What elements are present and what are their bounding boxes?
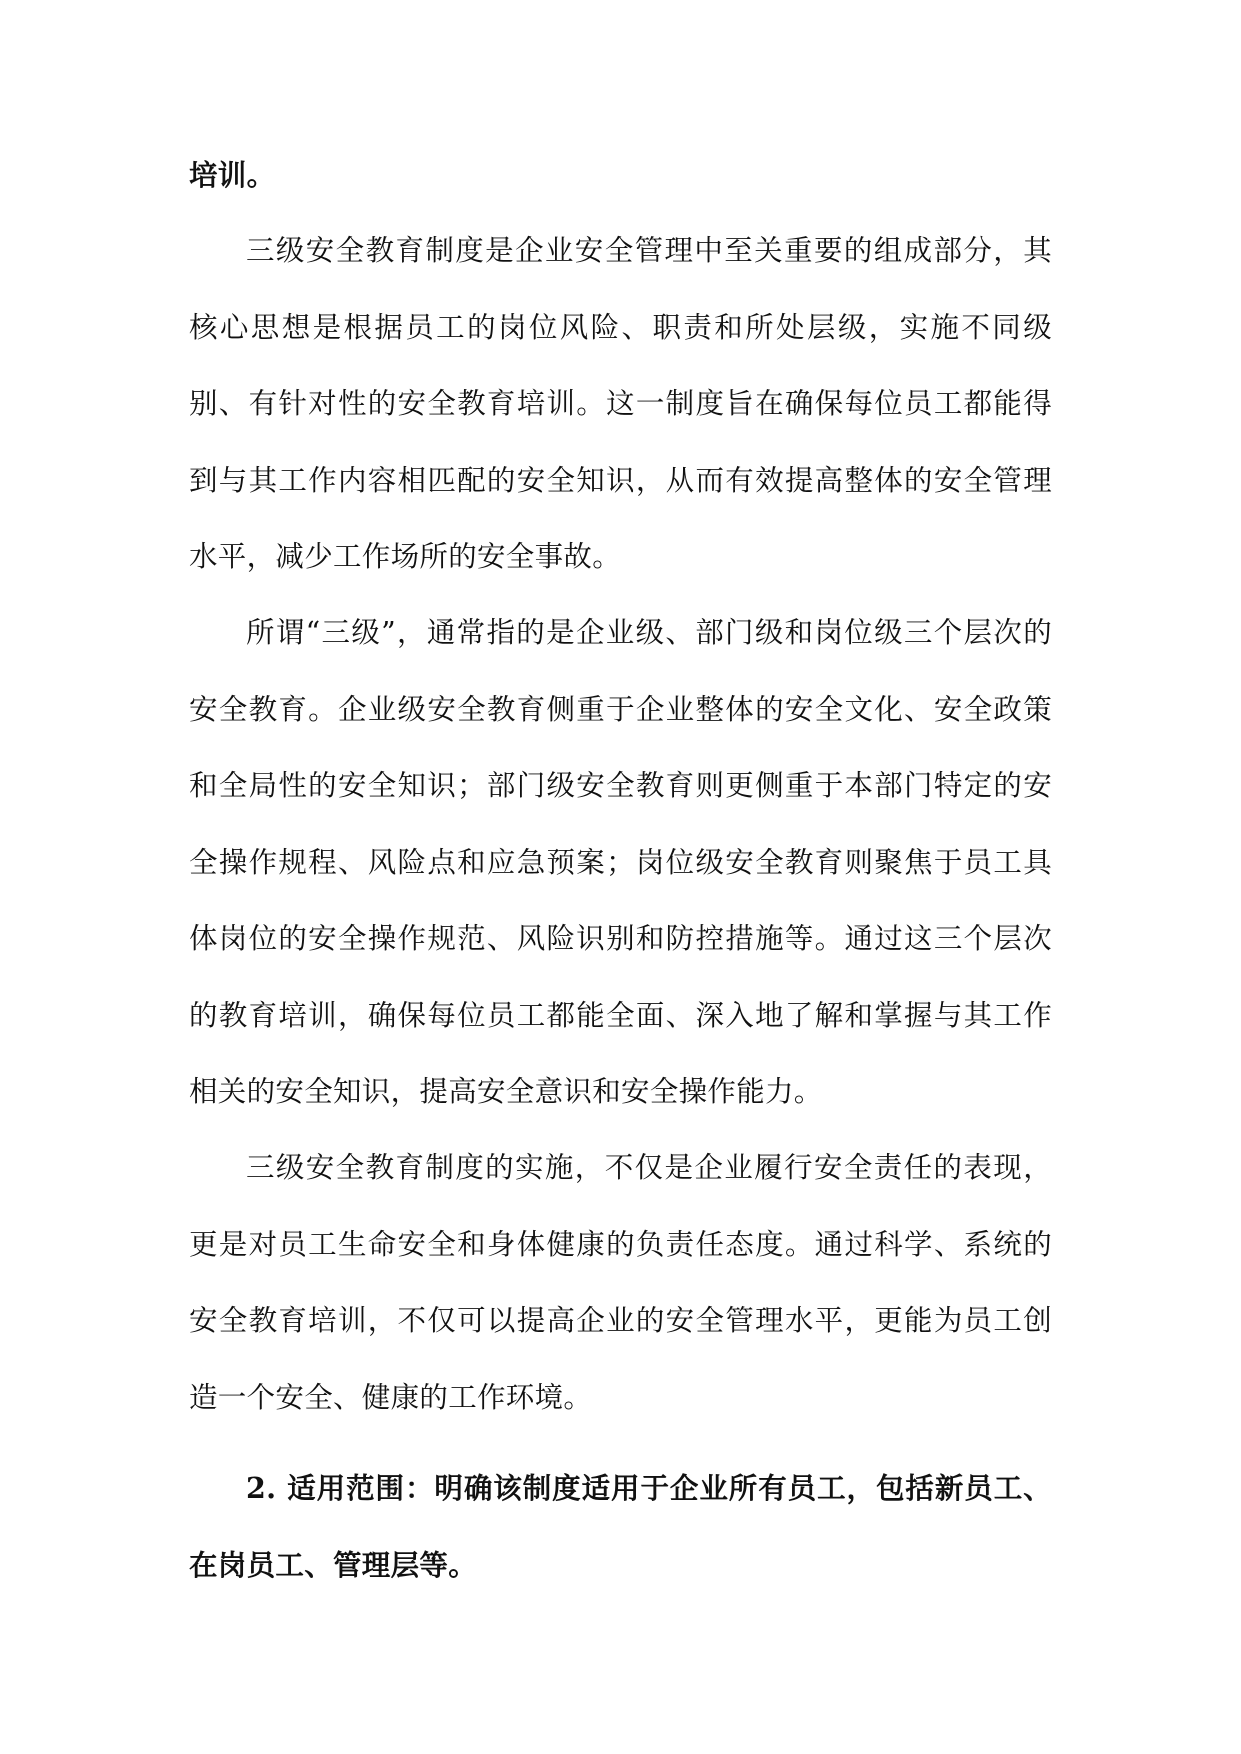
section-heading-scope: 2. 适用范围：明确该制度适用于企业所有员工，包括新员工、在岗员工、管理层等。: [189, 1471, 1052, 1582]
paragraph-three-levels: 所谓“三级”，通常指的是企业级、部门级和岗位级三个层次的安全教育。企业级安全教育侧重于企业整体的安全文化、安全政策和全局性的安全知识；部门级安全教育则更侧重于本部门特定的安全操作规程、风险点和应急预案；岗位级安全教育则聚焦于员工具体岗位的安全操作规范、风险识别和防控措施等。通过这三个层次的教育培训，确保每位员工都能全面、深入地了解和掌握与其工作相关的安全知识，提高安全意识和安全操作能力。: [189, 616, 1052, 1108]
paragraph-continuation: 培训。: [189, 158, 276, 192]
paragraph-system-overview: 三级安全教育制度是企业安全管理中至关重要的组成部分，其核心思想是根据员工的岗位风险、职责和所处层级，实施不同级别、有针对性的安全教育培训。这一制度旨在确保每位员工都能得到与其工作内容相匹配的安全知识，从而有效提高整体的安全管理水平，减少工作场所的安全事故。: [189, 234, 1052, 573]
paragraph-implementation: 三级安全教育制度的实施，不仅是企业履行安全责任的表现，更是对员工生命安全和身体健康的负责任态度。通过科学、系统的安全教育培训，不仅可以提高企业的安全管理水平，更能为员工创造一个安全、健康的工作环境。: [189, 1151, 1052, 1414]
